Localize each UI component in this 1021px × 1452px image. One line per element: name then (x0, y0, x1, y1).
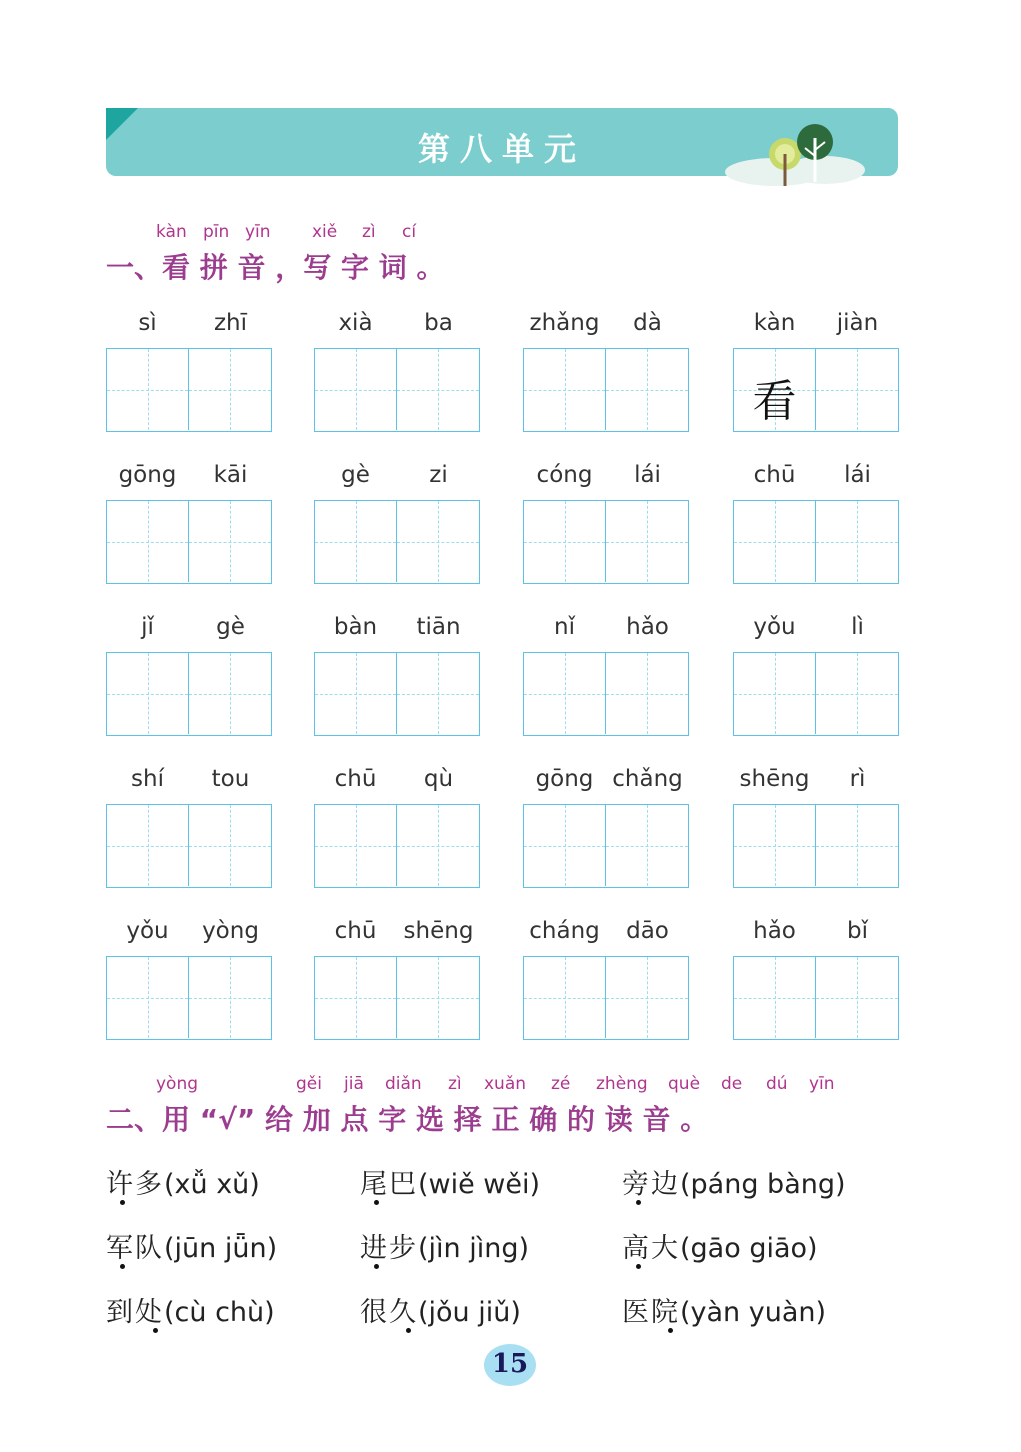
write-cell[interactable] (734, 349, 816, 430)
write-cell[interactable] (606, 349, 688, 430)
tianzi-grid (106, 804, 272, 888)
choice-word: 到处 (106, 1297, 164, 1328)
choice-word: 医院 (622, 1297, 680, 1328)
section1-pinyin-6: cí (402, 222, 417, 242)
section1-pinyin-2: pīn (203, 222, 230, 242)
section2-title: 二、用 “√” 给 加 点 字 选 择 正 确 的 读 音 。 (106, 1103, 709, 1136)
write-cell[interactable] (397, 653, 479, 734)
section1-pinyin-1: kàn (156, 222, 187, 242)
pinyin-label: bàn (333, 614, 378, 640)
tianzi-grid (523, 348, 689, 432)
tianzi-grid (314, 956, 480, 1040)
tree-illustration (725, 120, 875, 190)
tianzi-grid (523, 804, 689, 888)
pinyin-label: tou (211, 766, 250, 792)
emphasis-dot (120, 1264, 125, 1269)
pinyin-label: jiàn (836, 310, 879, 336)
write-cell[interactable] (315, 653, 397, 734)
write-cell[interactable] (107, 349, 189, 430)
pinyin-label: tiān (416, 614, 461, 640)
write-cell[interactable] (816, 805, 898, 886)
section2-pinyin-11: dú (766, 1074, 788, 1094)
tianzi-grid (106, 652, 272, 736)
section2-pinyin-4: diǎn (385, 1074, 422, 1094)
pinyin-label: shí (131, 766, 164, 792)
write-cell[interactable] (524, 653, 606, 734)
write-cell[interactable] (397, 805, 479, 886)
pinyin-label: qù (423, 766, 454, 792)
pinyin-label: gōng (118, 462, 177, 488)
section1-title: 一、看 拼 音 ，写 字 词 。 (106, 251, 445, 284)
choice-options: (xǚ xǔ) (164, 1169, 260, 1200)
reading-choice-item[interactable] (106, 1162, 260, 1201)
write-cell[interactable] (189, 349, 271, 430)
pinyin-label: jǐ (141, 614, 154, 640)
pinyin-label: gè (341, 462, 370, 488)
write-cell[interactable] (816, 349, 898, 430)
choice-word: 尾巴 (360, 1169, 418, 1200)
page-number: 15 (491, 1349, 529, 1379)
pinyin-label: shēng (403, 918, 474, 944)
tianzi-grid (733, 348, 899, 432)
section1-pinyin-5: zì (362, 222, 376, 242)
choice-options: (wiě wěi) (418, 1169, 541, 1200)
pinyin-label: cóng (536, 462, 593, 488)
tianzi-grid (314, 652, 480, 736)
tianzi-grid (733, 804, 899, 888)
section1-pinyin-4: xiě (312, 222, 338, 242)
write-cell[interactable] (189, 501, 271, 582)
write-cell[interactable] (734, 957, 816, 1038)
choice-options: (páng bàng) (680, 1169, 846, 1200)
choice-options: (jǒu jiǔ) (418, 1297, 521, 1328)
pinyin-label: zi (429, 462, 448, 488)
write-cell[interactable] (315, 957, 397, 1038)
write-cell[interactable] (606, 653, 688, 734)
reading-choice-item[interactable] (360, 1290, 521, 1329)
choice-word: 很久 (360, 1297, 418, 1328)
section2-pinyin-3: jiā (344, 1074, 364, 1094)
write-cell[interactable] (606, 805, 688, 886)
pinyin-label: bǐ (847, 918, 868, 944)
section2-pinyin-1: yòng (156, 1074, 199, 1094)
tianzi-grid (314, 500, 480, 584)
pinyin-label: zhī (213, 310, 248, 336)
emphasis-dot (406, 1328, 411, 1333)
write-cell[interactable] (734, 653, 816, 734)
pinyin-label: sì (138, 310, 157, 336)
pinyin-label: chǎng (612, 766, 683, 792)
pinyin-label: chū (753, 462, 796, 488)
pinyin-label: hǎo (753, 918, 796, 944)
tianzi-grid (523, 652, 689, 736)
pinyin-label: kāi (213, 462, 248, 488)
write-cell[interactable] (397, 957, 479, 1038)
tianzi-grid (106, 956, 272, 1040)
write-cell[interactable] (524, 805, 606, 886)
pinyin-label: cháng (529, 918, 600, 944)
write-cell[interactable] (397, 349, 479, 430)
emphasis-dot (636, 1200, 641, 1205)
choice-word: 旁边 (622, 1169, 680, 1200)
section2-pinyin-6: xuǎn (484, 1074, 527, 1094)
reading-choice-item[interactable] (360, 1162, 540, 1201)
pinyin-label: ba (424, 310, 453, 336)
tianzi-grid (523, 500, 689, 584)
choice-options: (jūn jǖn) (164, 1233, 278, 1264)
write-cell[interactable] (816, 653, 898, 734)
pinyin-label: lái (634, 462, 661, 488)
tianzi-grid (106, 348, 272, 432)
pinyin-label: shēng (739, 766, 810, 792)
choice-options: (gāo giāo) (680, 1233, 818, 1264)
write-cell[interactable] (315, 349, 397, 430)
choice-word: 高大 (622, 1233, 680, 1264)
choice-options: (cù chù) (164, 1297, 275, 1328)
write-cell[interactable] (107, 957, 189, 1038)
reading-choice-item[interactable] (360, 1226, 529, 1265)
emphasis-dot (374, 1200, 379, 1205)
emphasis-dot (374, 1264, 379, 1269)
tianzi-grid (733, 652, 899, 736)
pinyin-label: yǒu (753, 614, 796, 640)
pinyin-label: rì (849, 766, 866, 792)
choice-word: 军队 (106, 1233, 164, 1264)
tianzi-grid (733, 956, 899, 1040)
write-cell[interactable] (107, 501, 189, 582)
pinyin-label: lì (851, 614, 864, 640)
emphasis-dot (120, 1200, 125, 1205)
choice-word: 许多 (106, 1169, 164, 1200)
emphasis-dot (636, 1264, 641, 1269)
write-cell[interactable] (524, 501, 606, 582)
reading-choice-item[interactable] (106, 1226, 277, 1265)
tianzi-grid (106, 500, 272, 584)
section2-pinyin-10: de (721, 1074, 743, 1094)
pinyin-label: nǐ (554, 614, 575, 640)
write-cell[interactable] (524, 349, 606, 430)
pinyin-label: dāo (626, 918, 669, 944)
emphasis-dot (153, 1328, 158, 1333)
write-cell[interactable] (107, 805, 189, 886)
pinyin-label: lái (844, 462, 871, 488)
tianzi-grid (523, 956, 689, 1040)
reading-choice-item[interactable] (622, 1226, 818, 1265)
pinyin-label: gè (216, 614, 245, 640)
write-cell[interactable] (107, 653, 189, 734)
write-cell[interactable] (189, 805, 271, 886)
cell-char: 看 (752, 376, 797, 427)
write-cell[interactable] (315, 501, 397, 582)
write-cell[interactable] (816, 957, 898, 1038)
write-cell[interactable] (606, 957, 688, 1038)
write-cell[interactable] (816, 501, 898, 582)
pinyin-label: gōng (535, 766, 594, 792)
pinyin-label: kàn (753, 310, 796, 336)
choice-word: 进步 (360, 1233, 418, 1264)
section2-pinyin-7: zé (551, 1074, 571, 1094)
write-cell[interactable] (606, 501, 688, 582)
tianzi-grid (733, 500, 899, 584)
choice-options: (jìn jìng) (418, 1233, 530, 1264)
choice-options: (yàn yuàn) (680, 1297, 827, 1328)
write-cell[interactable] (734, 805, 816, 886)
section2-pinyin-8: zhèng (596, 1074, 648, 1094)
write-cell[interactable] (189, 957, 271, 1038)
reading-choice-item[interactable] (106, 1290, 275, 1329)
reading-choice-item[interactable] (622, 1162, 846, 1201)
write-cell[interactable] (524, 957, 606, 1038)
emphasis-dot (668, 1328, 673, 1333)
section1-pinyin-3: yīn (245, 222, 271, 242)
pinyin-label: chū (334, 766, 377, 792)
write-cell[interactable] (315, 805, 397, 886)
tianzi-grid (314, 804, 480, 888)
banner-corner-fold (106, 108, 138, 140)
section2-pinyin-12: yīn (809, 1074, 835, 1094)
pinyin-label: yǒu (126, 918, 169, 944)
pinyin-label: xià (338, 310, 373, 336)
pinyin-label: zhǎng (529, 310, 600, 336)
reading-choice-item[interactable] (622, 1290, 826, 1329)
write-cell[interactable] (734, 501, 816, 582)
pinyin-label: yòng (202, 918, 259, 944)
section2-pinyin-5: zì (448, 1074, 462, 1094)
write-cell[interactable] (189, 653, 271, 734)
section2-pinyin-9: què (668, 1074, 701, 1094)
pinyin-label: dà (633, 310, 662, 336)
section2-pinyin-2: gěi (296, 1074, 322, 1094)
write-cell[interactable] (397, 501, 479, 582)
unit-title: 第八单元 (417, 130, 586, 168)
tianzi-grid (314, 348, 480, 432)
pinyin-label: hǎo (626, 614, 669, 640)
pinyin-label: chū (334, 918, 377, 944)
